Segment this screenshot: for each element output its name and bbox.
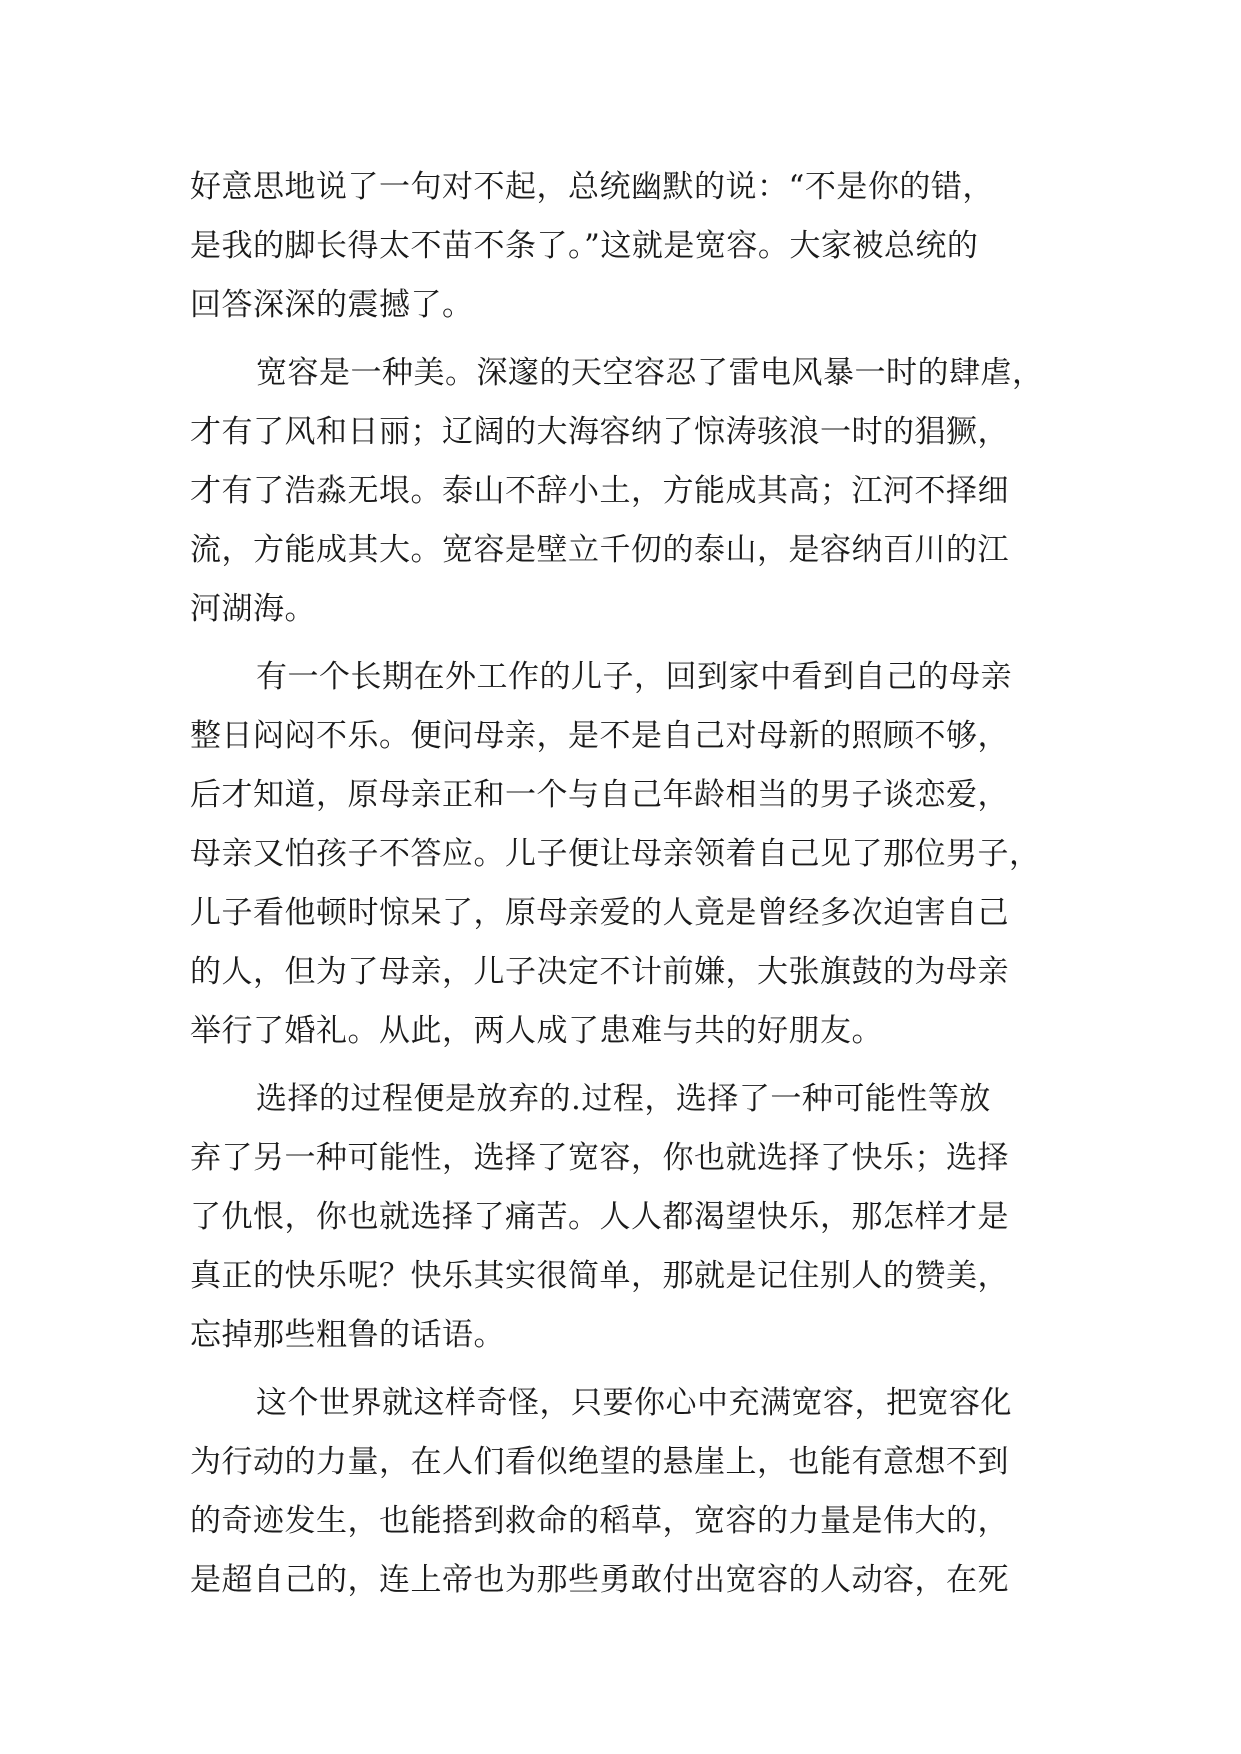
text-line: 弃了另一种可能性，选择了宽容，你也就选择了快乐；选择 [190,1140,1009,1176]
text-line: 举行了婚礼。从此，两人成了患难与共的好朋友。 [190,1013,883,1049]
text-line: 流，方能成其大。宽容是壁立千仞的泰山，是容纳百川的江 [190,532,1009,568]
text-line: 儿子看他顿时惊呆了，原母亲爱的人竟是曾经多次迫害自己 [190,895,1009,931]
text-line: 回答深深的震撼了。 [190,287,474,323]
text-line: 的奇迹发生，也能搭到救命的稻草，宽容的力量是伟大的， [190,1503,1009,1539]
text-line: 有一个长期在外工作的儿子，回到家中看到自己的母亲 [256,659,1012,695]
paragraph-5 [190,1374,1050,1610]
paragraph-1 [190,158,1050,335]
text-line: 为行动的力量，在人们看似绝望的悬崖上，也能有意想不到 [190,1444,1009,1480]
text-line: 选择的过程便是放弃的.过程，选择了一种可能性等放 [256,1081,991,1117]
text-line: 了仇恨，你也就选择了痛苦。人人都渴望快乐，那怎样才是 [190,1199,1009,1235]
paragraph-2 [190,344,1050,639]
text-line: 好意思地说了一句对不起，总统幽默的说：“不是你的错， [190,169,994,205]
text-line: 真正的快乐呢？快乐其实很简单，那就是记住别人的赞美， [190,1258,1009,1294]
text-line: 整日闷闷不乐。便问母亲，是不是自己对母新的照顾不够， [190,718,1009,754]
text-line: 后才知道，原母亲正和一个与自己年龄相当的男子谈恋爱， [190,777,1009,813]
paragraph-3 [190,648,1050,1061]
text-line: 母亲又怕孩子不答应。儿子便让母亲领着自己见了那位男子， [190,836,1041,872]
document-body [190,158,1050,1619]
paragraph-4 [190,1070,1050,1365]
text-line: 宽容是一种美。深邃的天空容忍了雷电风暴一时的肆虐， [256,355,1044,391]
text-line: 是我的脚长得太不苗不条了。”这就是宽容。大家被总统的 [190,228,979,264]
text-line: 才有了浩淼无垠。泰山不辞小土，方能成其高；江河不择细 [190,473,1009,509]
text-line: 的人，但为了母亲，儿子决定不计前嫌，大张旗鼓的为母亲 [190,954,1009,990]
text-line: 忘掉那些粗鲁的话语。 [190,1317,505,1353]
text-line: 河湖海。 [190,591,316,627]
text-line: 才有了风和日丽；辽阔的大海容纳了惊涛骇浪一时的猖獗， [190,414,1009,450]
text-line: 是超自己的，连上帝也为那些勇敢付出宽容的人动容，在死 [190,1562,1009,1598]
text-line: 这个世界就这样奇怪，只要你心中充满宽容，把宽容化 [256,1385,1012,1421]
